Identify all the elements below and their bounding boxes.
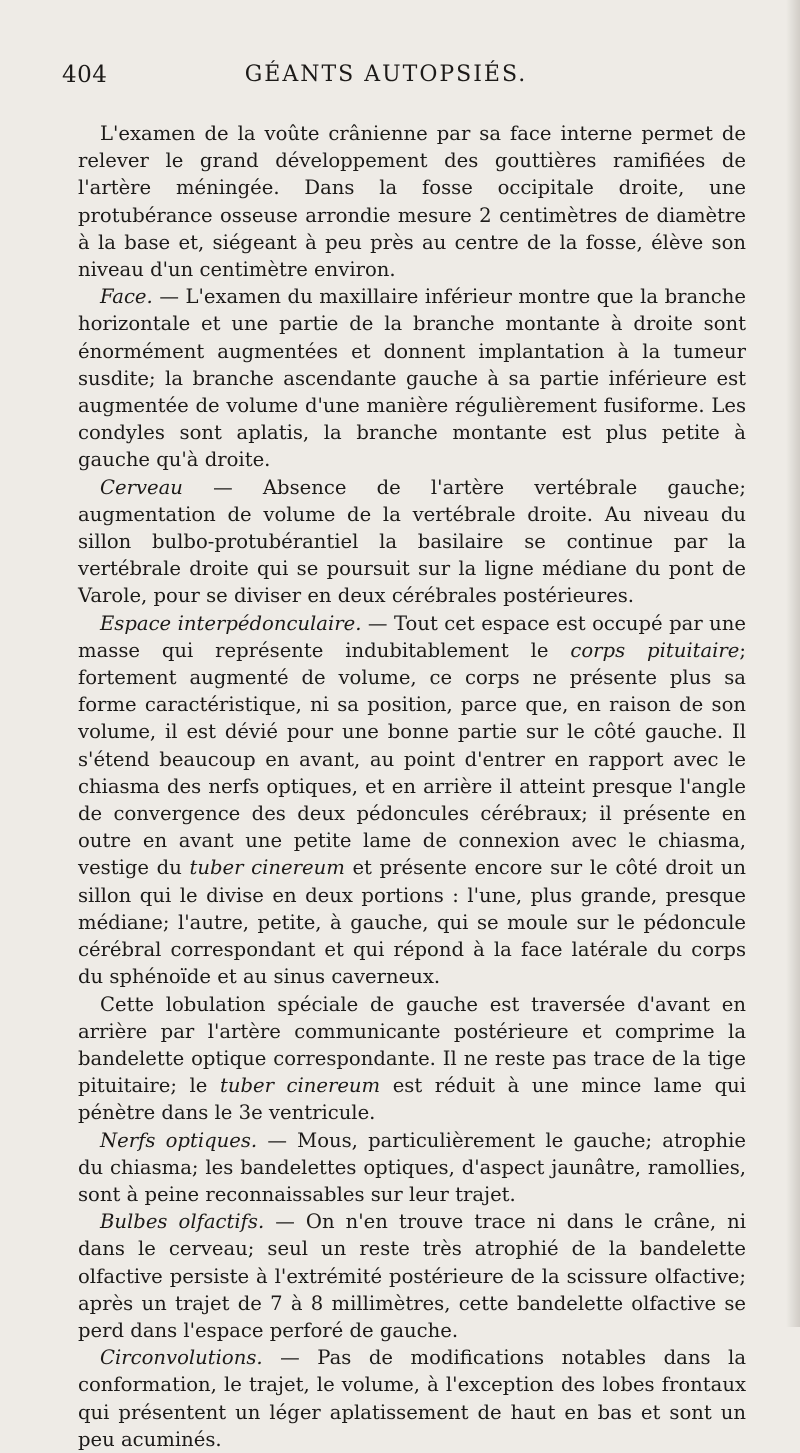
paragraph-examen-voute xyxy=(78,120,746,283)
italic-term: tuber cinereum xyxy=(219,1074,381,1098)
paragraph-text: L'examen de la voûte crânienne par sa face interne permet de relever le grand développement des gouttières ramifiées de l'artère méningée. Dans la fosse occipitale droite, une protubérance osseuse arrondie mesure 2 centimètres de diamètre à la base et, siégeant à peu près au centre de la fosse, élève son niveau d'un centimètre environ. xyxy=(78,122,746,282)
paragraph-text: ; fortement augmenté de volume, ce corps ne présente plus sa forme caractéristique, ni sa position, parce que, en raison de son volume, il est dévié pour une bonne partie sur le côté gauche. Il s'étend beaucoup en avant, au point d'entrer en rapport avec le chiasma des nerfs optiques, et en arrière il atteint presque l'angle de convergence des deux pédoncules cérébraux; il présente en outre en avant une petite lame de connexion avec le chiasma, vestige du xyxy=(78,638,746,880)
paragraph-text: — On n'en trouve trace ni dans le crâne, ni dans le cerveau; seul un reste très atrophié de la bandelette olfactive persiste à l'extrémité postérieure de la scissure olfactive; après un trajet de 7 à 8 millimètres, cette bandelette olfactive se perd dans l'espace perforé de gauche. xyxy=(78,1210,747,1342)
section-heading-bulbes: Bulbes olfactifs. xyxy=(100,1210,265,1234)
paragraph-nerfs-optiques xyxy=(78,1127,746,1209)
paragraph-text: et présente encore sur le côté droit un sillon qui le divise en deux portions : l'une, plus grande, presque médiane; l'autre, petite, à gauche, qui se moule sur le pédoncule cérébral correspondant et qui répond à la face latérale du corps du sphénoïde et au sinus caverneux. xyxy=(78,856,746,989)
italic-term: tuber cinereum xyxy=(189,856,345,880)
paragraph-text: — L'examen du maxillaire inférieur montre que la branche horizontale et une partie de la branche montante à droite sont énormément augmentées et donnent implantation à la tumeur susdite; la branche ascendante gauche à sa partie inférieure est augmentée de volume d'une manière régulièrement fusiforme. Les condyles sont aplatis, la branche montante est plus petite à gauche qu'à droite. xyxy=(78,285,746,472)
page-number: 404 xyxy=(62,62,108,88)
paragraph-text: — Tout cet espace est occupé par une masse qui représente indubitablement le xyxy=(78,611,746,662)
page-edge-shadow xyxy=(786,0,800,1327)
italic-term: corps pituitaire xyxy=(570,638,740,662)
running-head xyxy=(62,62,762,102)
section-heading-cerveau: Cerveau xyxy=(100,475,183,499)
paragraph-face xyxy=(78,283,746,473)
paragraph-bulbes-olfactifs xyxy=(78,1208,746,1344)
paragraph-text: est réduit à une mince lame qui pénètre dans le 3e ventricule. xyxy=(78,1074,746,1125)
section-heading-circonvolutions: Circonvolutions. xyxy=(100,1346,263,1370)
paragraph-cerveau xyxy=(78,474,746,610)
section-heading-nerfs: Nerfs optiques. xyxy=(100,1128,258,1152)
paragraph-text: Cette lobulation spéciale de gauche est traversée d'avant en arrière par l'artère communicante postérieure et comprime la bandelette optique correspondante. Il ne reste pas trace de la tige pituitaire; le xyxy=(78,992,746,1098)
section-heading-face: Face. xyxy=(100,285,153,309)
paragraph-text: — Pas de modifications notables dans la conformation, le trajet, le volume, à l'exception des lobes frontaux qui présentent un léger aplatissement de haut en bas et sont un peu acuminés. xyxy=(78,1346,746,1451)
running-title: GÉANTS AUTOPSIÉS. xyxy=(244,62,528,87)
paragraph-text: — Absence de l'artère vertébrale gauche; augmentation de volume de la vertébrale droite. Au niveau du sillon bulbo-protubérantiel la basilaire se continue par la vertébrale droite qui se poursuit sur la ligne médiane du pont de Varole, pour se diviser en deux cérébrales postérieures. xyxy=(78,475,746,608)
section-heading-espace: Espace interpédonculaire. xyxy=(100,611,362,635)
paragraph-lobulation xyxy=(78,991,746,1127)
paragraph-text: — Mous, particulièrement le gauche; atrophie du chiasma; les bandelettes optiques, d'aspect jaunâtre, ramollies, sont à peine reconnaissables sur leur trajet. xyxy=(78,1128,746,1206)
paragraph-circonvolutions xyxy=(78,1344,746,1453)
paragraph-espace-interpedonculaire xyxy=(78,610,746,991)
body-text xyxy=(78,120,746,1453)
